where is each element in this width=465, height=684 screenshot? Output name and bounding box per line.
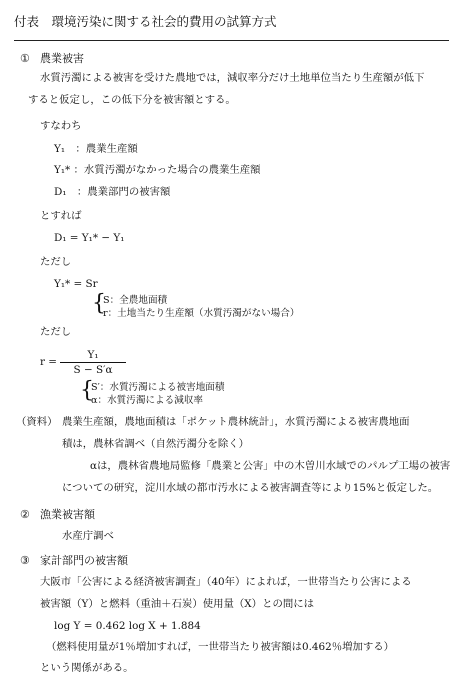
brace-1-line-1: S：全農地面積	[103, 295, 168, 306]
brace-2-line-2: α：水質汚濁による減収率	[91, 395, 204, 406]
definition-d1: D₁ ：農業部門の被害額	[54, 186, 171, 198]
section-2-body: 水産庁調べ	[62, 530, 114, 542]
section-3-equation: log Y = 0.462 log X + 1.884	[54, 620, 201, 632]
left-brace-1: {	[92, 291, 106, 316]
equation-d1: D₁ = Y₁* − Y₁	[54, 232, 125, 244]
source-line-3: αは，農林省農地局監修「農業と公害」中の木曽川水域でのパルプ工場の被害	[90, 460, 451, 472]
definition-y1: Y₁ ：農業生産額	[54, 143, 138, 155]
brace-2-line-1: S′：水質汚濁による被害地面積	[91, 382, 225, 393]
fraction-numerator: Y₁	[87, 349, 99, 361]
page-title: 付表 環境汚染に関する社会的費用の試算方式	[14, 14, 277, 29]
section-3-number: ③	[20, 554, 30, 567]
fraction-bar	[60, 362, 126, 363]
tadashi-label-1: ただし	[40, 256, 72, 268]
section-2-number: ②	[20, 508, 30, 521]
source-line-4: についての研究，淀川水域の都市汚水による被害調査等により15%と仮定した。	[62, 482, 439, 494]
brace-1-line-2: r：土地当たり生産額（水質汚濁がない場合）	[103, 308, 300, 319]
section-1-heading: 農業被害	[40, 52, 84, 65]
section-2-heading: 漁業被害額	[40, 508, 95, 521]
section-3-paragraph-line-1: 大阪市「公害による経済被害調査」（40年）によれば，一世帯当たり公害による	[40, 576, 412, 588]
equation-r-lhs: r =	[40, 356, 57, 368]
section-1-number: ①	[20, 52, 30, 65]
left-brace-2: {	[80, 378, 94, 403]
section-1-paragraph-line-2: すると仮定し，この低下分を被害額とする。	[28, 94, 236, 106]
tosureba-label: とすれば	[40, 210, 82, 222]
title-rule	[14, 40, 449, 41]
source-line-1: 農業生産額，農地面積は「ポケット農林統計」，水質汚濁による被害農地面	[62, 416, 410, 428]
tadashi-label-2: ただし	[40, 326, 72, 338]
source-label: （資料）	[16, 416, 58, 428]
section-3-closing: という関係がある。	[40, 662, 134, 674]
section-3-note: （燃料使用量が1％増加すれば，一世帯当たり被害額は0.462％増加する）	[46, 641, 395, 653]
equation-y1-star: Y₁* = Sr	[54, 278, 98, 290]
source-line-2: 積は，農林省調べ（自然汚濁分を除く）	[62, 438, 250, 450]
section-3-heading: 家計部門の被害額	[40, 554, 128, 567]
sunawachi-label: すなわち	[40, 120, 82, 132]
fraction-denominator: S − S′α	[73, 364, 113, 376]
section-1-paragraph-line-1: 水質汚濁による被害を受けた農地では，減収率分だけ土地単位当たり生産額が低下	[40, 72, 425, 84]
definition-y1-star: Y₁* ：水質汚濁がなかった場合の農業生産額	[54, 164, 261, 176]
section-3-paragraph-line-2: 被害額（Y）と燃料（重油＋石炭）使用量（X）との間には	[40, 598, 315, 610]
